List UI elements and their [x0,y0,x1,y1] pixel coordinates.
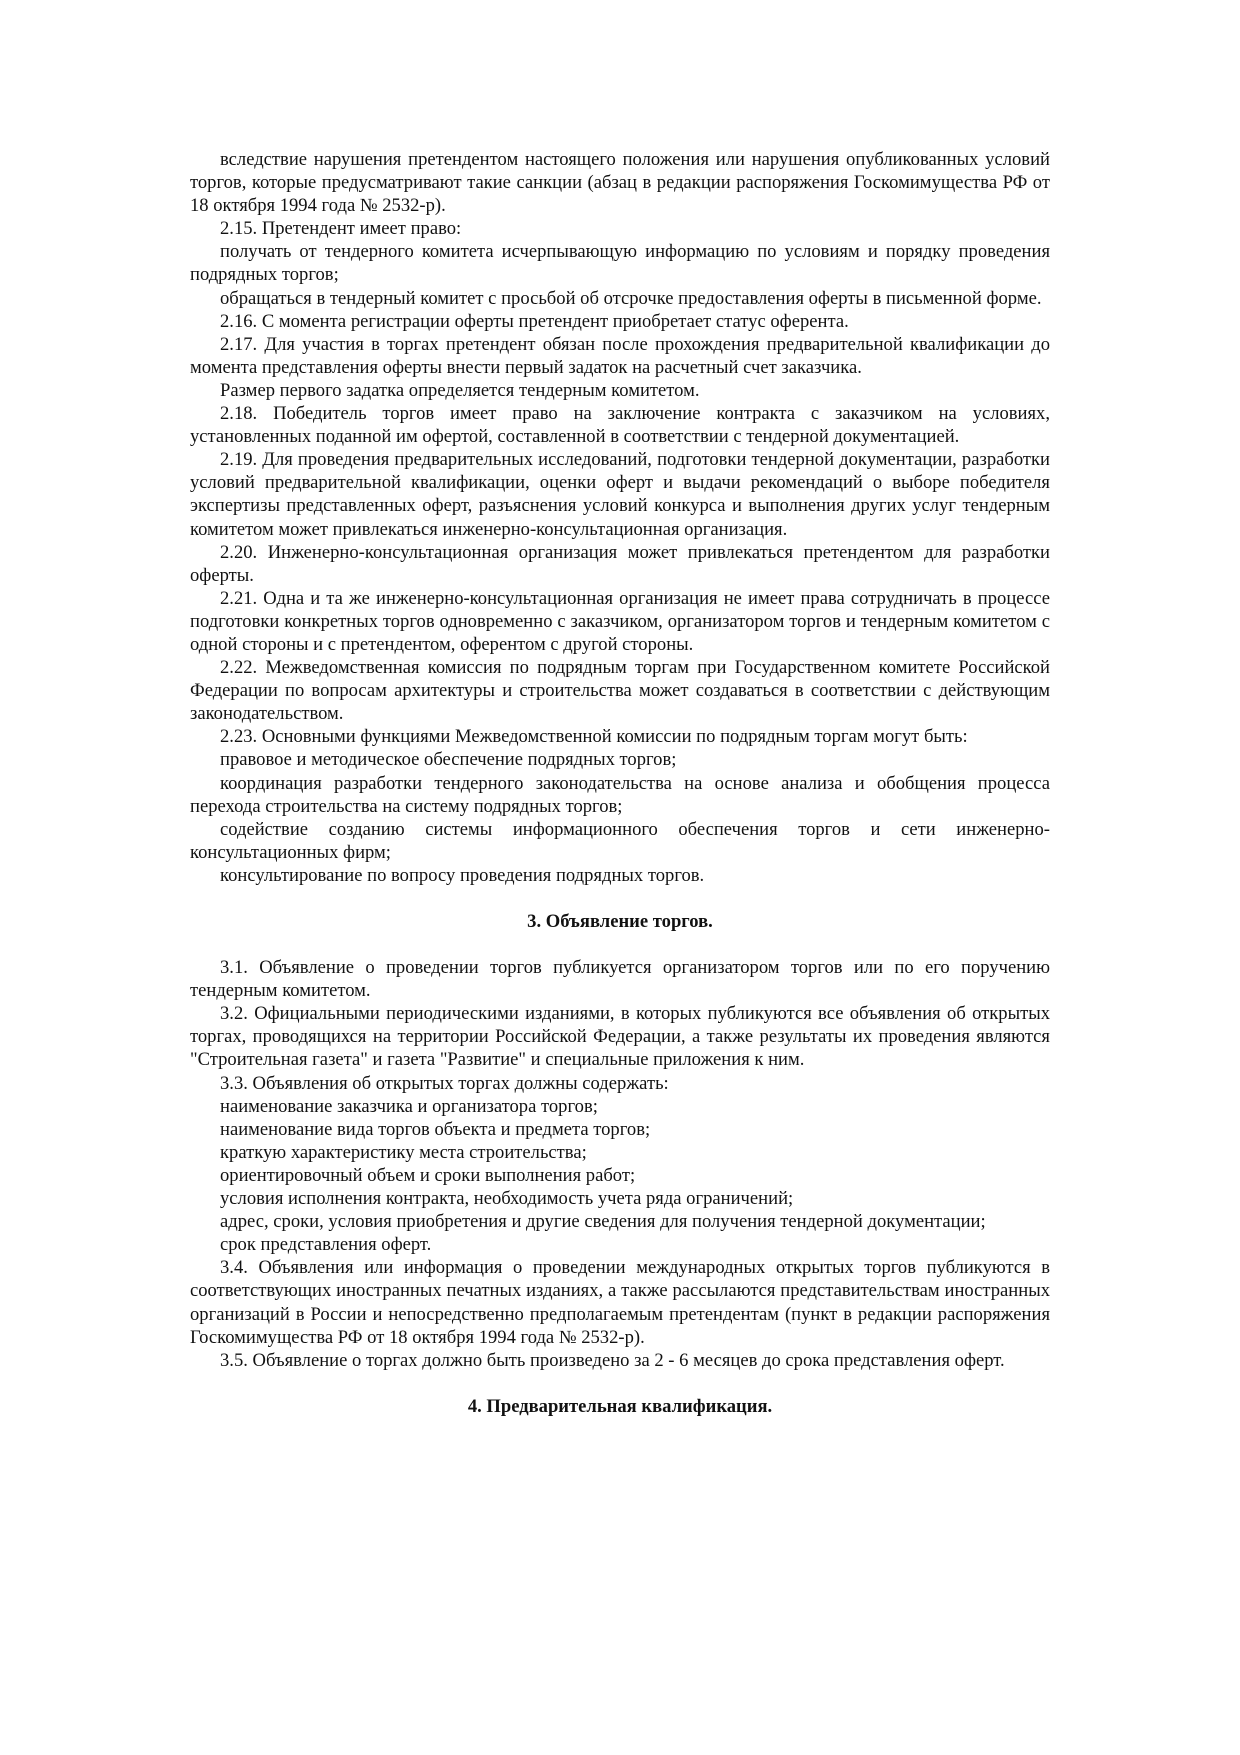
paragraph: 3.1. Объявление о проведении торгов публикуется организатором торгов или по его поручению тендерным комитетом. [190,957,1050,1002]
paragraph: 2.16. С момента регистрации оферты претендент приобретает статус оферента. [220,310,849,332]
paragraph: правовое и методическое обеспечение подрядных торгов; [220,749,677,771]
paragraph: 2.21. Одна и та же инженерно-консультационная организация не имеет права сотрудничать в процессе подготовки конкретных торгов одновременно с заказчиком, организатором торгов и тендерным комитетом с одной стороны и с претендентом, оферентом с другой стороны. [190,587,1050,655]
paragraph: получать от тендерного комитета исчерпывающую информацию по условиям и порядку проведения подрядных торгов; [190,241,1050,286]
paragraph: 2.22. Межведомственная комиссия по подрядным торгам при Государственном комитете Российской Федерации по вопросам архитектуры и строительства может создаваться в соответствии с действующим законодательством. [190,657,1050,725]
paragraph: вследствие нарушения претендентом настоящего положения или нарушения опубликованных условий торгов, которые предусматривают такие санкции (абзац в редакции распоряжения Госкомимущества РФ от 18 октября 1994 года № 2532-р). [190,149,1050,217]
paragraph: 3.2. Официальными периодическими изданиями, в которых публикуются все объявления об открытых торгах, проводящихся на территории Российской Федерации, а также результаты их проведения являются "Строительная газета" и газета "Развитие" и специальные приложения к ним. [190,1003,1050,1071]
paragraph: 2.18. Победитель торгов имеет право на заключение контракта с заказчиком на условиях, установленных поданной им офертой, составленной в соответствии с тендерной документацией. [190,403,1050,448]
paragraph: 2.17. Для участия в торгах претендент обязан после прохождения предварительной квалификации до момента представления оферты внести первый задаток на расчетный счет заказчика. [190,333,1050,378]
section-heading: 4. Предварительная квалификация. [467,1395,773,1417]
document-page [190,148,1050,1418]
paragraph: 2.15. Претендент имеет право: [220,218,462,240]
section-heading: 3. Объявление торгов. [527,911,713,932]
paragraph: 3.4. Объявления или информация о проведении международных открытых торгов публикуются в соответствующих иностранных печатных изданиях, а также рассылаются представительствам иностранных организаций в России и непосредственно предполагаемым претендентам (пункт в редакции распоряжения Госкомимущества РФ от 18 октября 1994 года № 2532-р). [190,1257,1050,1348]
paragraph: срок представления оферт. [220,1234,432,1256]
paragraph: 3.3. Объявления об открытых торгах должны содержать: [220,1072,669,1094]
paragraph: содействие созданию системы информационного обеспечения торгов и сети инженерно-консультационных фирм; [190,818,1050,863]
paragraph: краткую характеристику места строительства; [220,1141,587,1163]
paragraph: 2.20. Инженерно-консультационная организация может привлекаться претендентом для разработки оферты. [190,541,1050,586]
paragraph: Размер первого задатка определяется тендерным комитетом. [220,379,700,401]
paragraph: 3.5. Объявление о торгах должно быть произведено за 2 - 6 месяцев до срока представления оферт. [220,1349,1005,1371]
paragraph: координация разработки тендерного законодательства на основе анализа и обобщения процесса перехода строительства на систему подрядных торгов; [190,772,1050,817]
paragraph: обращаться в тендерный комитет с просьбой об отсрочке предоставления оферты в письменной форме. [220,287,1042,309]
paragraph: консультирование по вопросу проведения подрядных торгов. [220,864,705,886]
paragraph: адрес, сроки, условия приобретения и другие сведения для получения тендерной документации; [220,1211,986,1233]
paragraph: 2.19. Для проведения предварительных исследований, подготовки тендерной документации, разработки условий предварительной квалификации, оценки оферт и выдачи рекомендаций о выборе победителя экспертизы представленных оферт, разъяснения условий конкурса и выполнения других услуг тендерным комитетом может привлекаться инженерно-консультационная организация. [190,449,1050,540]
paragraph: 2.23. Основными функциями Межведомственной комиссии по подрядным торгам могут быть: [220,726,968,748]
paragraph: наименование вида торгов объекта и предмета торгов; [220,1118,651,1140]
paragraph: условия исполнения контракта, необходимость учета ряда ограничений; [220,1188,794,1210]
paragraph: ориентировочный объем и сроки выполнения работ; [220,1164,636,1186]
paragraph: наименование заказчика и организатора торгов; [220,1095,598,1117]
